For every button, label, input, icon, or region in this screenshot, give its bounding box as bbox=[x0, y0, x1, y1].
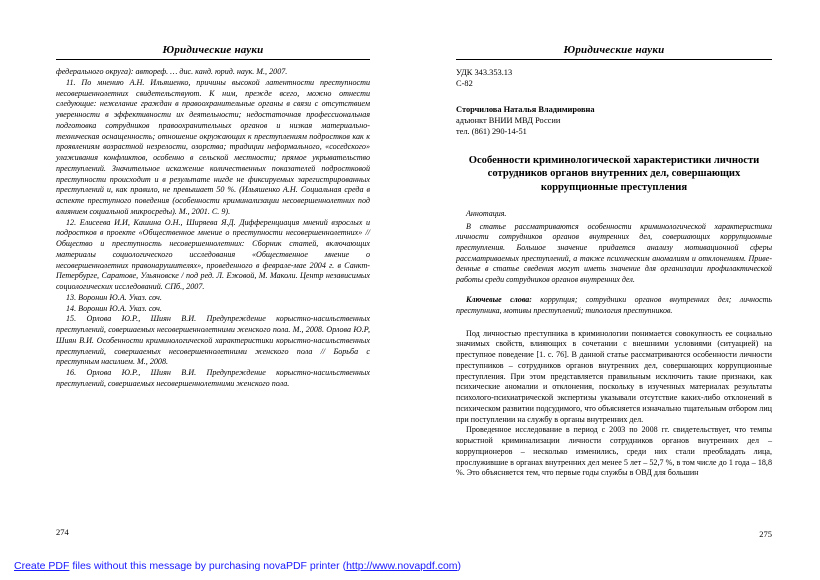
page-number-left: 274 bbox=[56, 527, 69, 537]
page-number-right: 275 bbox=[759, 529, 772, 539]
article-title: Особенности криминологической характеристики личности сотрудников органов внутренних дел, совершающих коррупционные преступления bbox=[468, 154, 760, 194]
novapdf-watermark[interactable] bbox=[14, 560, 461, 572]
udk-code: УДК 343.353.13 bbox=[456, 68, 513, 77]
paragraph: 12. Елисеева И.И, Кашина О.Н., Ширяева Я.Д. Дифференциация мнений взрослых и подростков в проекте «Общественное мнение о преступности несовершеннолетних» // Общество и преступность несовершеннолетних: Сборник статей, включающих материалы социологического исследования «Общественное мнение о несовершеннолетних правонарушителях», проведенного в феврале-мае 2004 г. в Санкт-Петербурге, Саратове, Ульяновске / под ред. Л. Ежовой, М. Маколи. Центр независимых социологических исследований. СПб., 2007. bbox=[56, 217, 370, 291]
novapdf-url-link[interactable]: http://www.novapdf.com bbox=[346, 560, 458, 572]
footer-bar bbox=[0, 545, 820, 580]
author-name: Сторчилова Наталья Владимировна bbox=[456, 104, 595, 114]
annotation-label: Аннотация. bbox=[466, 209, 507, 219]
paragraph: Проведенное исследование в период с 2003 по 2008 гг. свидетельствует, что темпы корыстной криминализации личности сотрудников органов внутренних дел – коррупционеров – несколько изменились, среди них стали преобладать лица, прослужившие в органах внутренних дел менее 5 лет – 52,7 %, в том числе до 1 года – 18,8 %. Это объясняется тем, что первые годы службы в ОВД для большин bbox=[456, 425, 772, 478]
paragraph: 15. Орлова Ю.Р., Шиян В.И. Предупреждение корыстно-насильственных преступлений, совершаемых несовершеннолетними женского пола. М., 2008. Орлова Ю.Р, Шиян В.И. Особенности криминологической характеристики корыстно-насильственных преступлений, совершаемых несовершеннолетними женского пола // Борьба с преступным насилием. М., 2008. bbox=[56, 314, 370, 367]
right-page-body bbox=[456, 329, 772, 480]
annotation-block bbox=[456, 209, 772, 285]
create-pdf-link[interactable]: Create PDF bbox=[14, 560, 70, 572]
keywords-block bbox=[456, 295, 772, 316]
author-block bbox=[456, 104, 772, 138]
paragraph: 14. Воронин Ю.А. Указ. соч. bbox=[66, 303, 162, 313]
running-head-right: Юридические науки bbox=[456, 44, 772, 60]
author-position: адъюнкт ВНИИ МВД России bbox=[456, 116, 561, 126]
keywords-label: Ключевые слова: bbox=[466, 295, 532, 305]
paragraph: 13. Воронин Ю.А. Указ. соч. bbox=[66, 292, 162, 302]
running-head-left: Юридические науки bbox=[56, 44, 370, 60]
paragraph: 11. По мнению А.Н. Ильяшенко, причины высокой латентности преступности несовершеннолетних свидетельствуют. К ним, прежде всего, можно отнести следующие: нежелание граждан в правоохранительные органы в связи с отсутствием уверенности в эффективности их деятельности; недостаточная профессиональная подготовка сотрудников правоохранительных органов и низкая материально-техническая оснащенность; отношение окружающих к преступлениям подростков как к проявлениям возрастной незрелости, озорства; традиции неформального, «соседского» улаживания конфликтов, особенно в сельской местности; прямое укрывательство преступлений. Значительное искажение количественных показателей подростковой преступности происходит и в результате нигде не фиксируемых зарегистрированных преступлений и, как правило, не превышает 50 %. (Ильяшенко А.Н. Социальная среда в аспекте преступного поведения (особенности криминализации несовершеннолетних под влиянием социальной микросреды). М., 2001. С. 9). bbox=[56, 77, 370, 216]
right-page bbox=[410, 0, 820, 545]
watermark-text: files without this message by purchasing novaPDF printer ( bbox=[69, 560, 347, 572]
annotation-text: В статье рассматриваются особенности криминологической характеристики личности сотрудников органов внутренних дел, совершающих коррупционные преступления. Большое значение придается анализу мотивационной сферы рассматриваемых преступлений, а также психическим аномалиям и отклонениям. Приведенные в статье сведения могут иметь значение для организации профилактической работы среди сотрудников органов внутренних дел. bbox=[456, 221, 772, 284]
left-page bbox=[0, 0, 410, 545]
keywords-text: коррупция; сотрудники органов внутренних дел; личность преступника, мотивы преступлений; типология преступников. bbox=[456, 295, 772, 316]
watermark-closing: ) bbox=[457, 560, 462, 572]
udk-block bbox=[456, 67, 772, 90]
left-page-body bbox=[56, 67, 370, 390]
author-phone: тел. (861) 290-14-51 bbox=[456, 127, 527, 137]
paragraph: 16. Орлова Ю.Р., Шиян В.И. Предупреждение корыстно-насильственных преступлений, совершаемых несовершеннолетними женского пола. bbox=[56, 368, 370, 388]
bbk-code: С-82 bbox=[456, 79, 473, 89]
paragraph: Под личностью преступника в криминологии понимается совокупность ее социально значимых свойств, влияющих в сочетании с внешними условиями (ситуацией) на преступное поведение [1. с. 76]. В данной статье рассматриваются особенности личности преступников – сотрудников органов внутренних дел, совершающих коррупционные преступления. При этом представляется правильным исключить такие признаки, как психические аномалии и отклонения, поскольку в изученных материалах результаты психолого-психиатрической экспертизы указывали отсутствие каких-либо отклонений в психическом развитии подсудимого, что объясняется изначально тщательным отбором лиц при поступлении на службу в органы внутренних дел. bbox=[456, 328, 772, 424]
paragraph: федерального округа): автореф. … дис. канд. юрид. наук. М., 2007. bbox=[56, 67, 288, 76]
